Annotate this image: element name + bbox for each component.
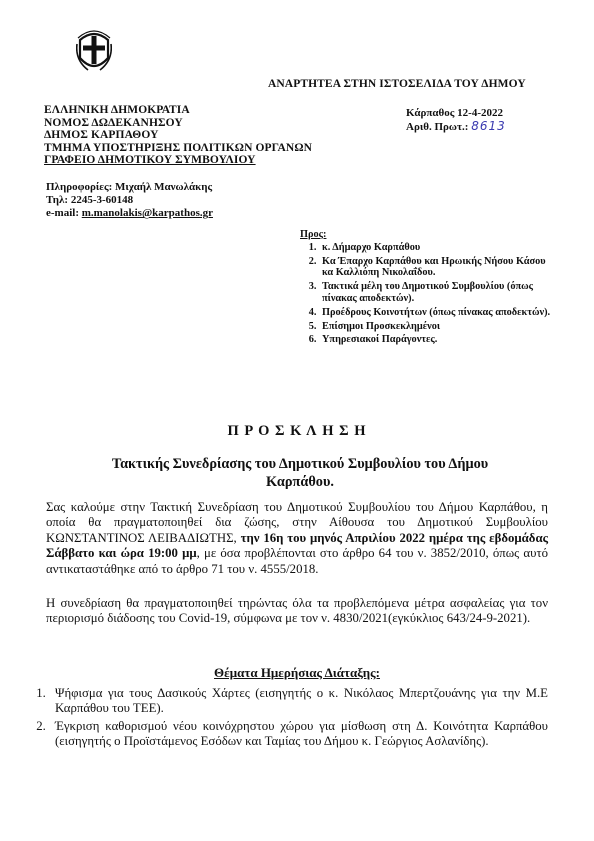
email-link[interactable]: m.manolakis@karpathos.gr — [81, 207, 213, 220]
agenda-item: 2. Έγκριση καθορισμού νέου κοινόχρηστου χώρου για μίσθωση στη Δ. Κοινότητα Καρπάθου (εισηγητής ο Προϊστάμενος Εσόδων και Ταμίας του Δήμου κ. Γεώργιος Ασλανίδης). — [49, 719, 548, 750]
paragraph-text: , με όσα προβλέπονται στο άρθρο 64 του ν. 3852/2010, όπως αυτό αντικαταστάθηκε από το άρθρο 71 του ν. 4555/2018. — [46, 546, 548, 576]
greek-coat-of-arms-emblem — [76, 30, 112, 74]
invitation-paragraph — [46, 500, 548, 577]
recipients-list — [300, 242, 552, 346]
agenda-item: 1. Ψήφισμα για τους Δασικούς Χάρτες (εισηγητής ο κ. Νικόλαος Μπερτζουάνης για την Μ.Ε Καρπάθου του ΤΕΕ). — [49, 686, 548, 717]
sender-line: ΤΜΗΜΑ ΥΠΟΣΤΗΡΙΞΗΣ ΠΟΛΙΤΙΚΩΝ ΟΡΓΑΝΩΝ — [44, 141, 313, 154]
recipient-item: 3. Τακτικά μέλη του Δημοτικού Συμβουλίου (όπως πίνακας αποδεκτών). — [319, 281, 552, 305]
recipient-item: 5. Επίσημοι Προσκεκλημένοι — [319, 321, 552, 333]
recipients-block — [300, 229, 552, 348]
paragraph-text: Σας καλούμε στην Τακτική Συνεδρίαση του Δημοτικού Συμβουλίου του Δήμου Καρπάθου, η οποία θα πραγματοποιηθεί δια ζώσης, στην Αίθουσα του Δημοτικού Συμβουλίου ΚΩΝΣΤΑΝΤΙΝΟΣ ΛΕΙΒΑΔΙΩΤΗΣ, — [46, 500, 548, 545]
recipient-item: 2. Κα Έπαρχο Καρπάθου και Ηρωικής Νήσου Κάσου κα Καλλιόπη Νικολαΐδου. — [319, 256, 552, 280]
recipient-item: 1. κ. Δήμαρχο Καρπάθου — [319, 242, 552, 254]
covid-measures-paragraph: Η συνεδρίαση θα πραγματοποιηθεί τηρώντας όλα τα προβλεπόμενα μέτρα ασφαλείας για τον περιορισμό διάδοσης του Covid-19, σύμφωνα με τον ν. 4830/2021(εγκύκλιος 643/24-9-2021). — [46, 596, 548, 626]
protocol-number-handwritten: 8613 — [471, 119, 506, 133]
document-date: Κάρπαθος 12-4-2022 — [406, 107, 503, 119]
agenda-heading: Θέματα Ημερήσιας Διάταξης: — [214, 665, 380, 680]
website-posting-notice: ΑΝΑΡΤΗΤΕΑ ΣΤΗΝ ΙΣΤΟΣΕΛΙΔΑ ΤΟΥ ΔΗΜΟΥ — [268, 78, 526, 90]
recipient-item: 4. Προέδρους Κοινοτήτων (όπως πίνακας αποδεκτών). — [319, 307, 552, 319]
document-title: Π Ρ Ο Σ Κ Λ Η Σ Η — [227, 423, 367, 439]
recipients-label: Προς: — [300, 229, 327, 240]
agenda-list — [23, 686, 548, 750]
email-label: e-mail: — [46, 207, 79, 220]
contact-info — [46, 181, 213, 221]
protocol-number-row — [406, 120, 506, 134]
agenda-list-block — [23, 686, 548, 752]
sender-line: ΔΗΜΟΣ ΚΑΡΠΑΘΟΥ — [44, 129, 159, 142]
sender-line: ΝΟΜΟΣ ΔΩΔΕΚΑΝΗΣΟΥ — [44, 116, 183, 129]
recipient-item: 6. Υπηρεσιακοί Παράγοντες. — [319, 334, 552, 346]
contact-email-row — [46, 207, 213, 220]
date-reference — [406, 107, 506, 134]
sender-line: ΕΛΛΗΝΙΚΗ ΔΗΜΟΚΡΑΤΙΑ — [44, 104, 190, 116]
protocol-label: Αριθ. Πρωτ.: — [406, 121, 469, 133]
sender-block — [44, 104, 312, 167]
contact-person: Πληροφορίες: Μιχαήλ Μανωλάκης — [46, 181, 213, 193]
sender-line: ΓΡΑΦΕΙΟ ΔΗΜΟΤΙΚΟΥ ΣΥΜΒΟΥΛΙΟΥ — [44, 154, 256, 167]
meeting-date-time: την 16η του μηνός Απριλίου 2022 ημέρα της εβδομάδας Σάββατο και ώρα 19:00 μμ — [46, 530, 548, 561]
contact-phone: Τηλ: 2245-3-60148 — [46, 194, 134, 207]
document-subtitle: Τακτικής Συνεδρίασης του Δημοτικού Συμβουλίου του Δήμου Καρπάθου. — [111, 456, 489, 490]
